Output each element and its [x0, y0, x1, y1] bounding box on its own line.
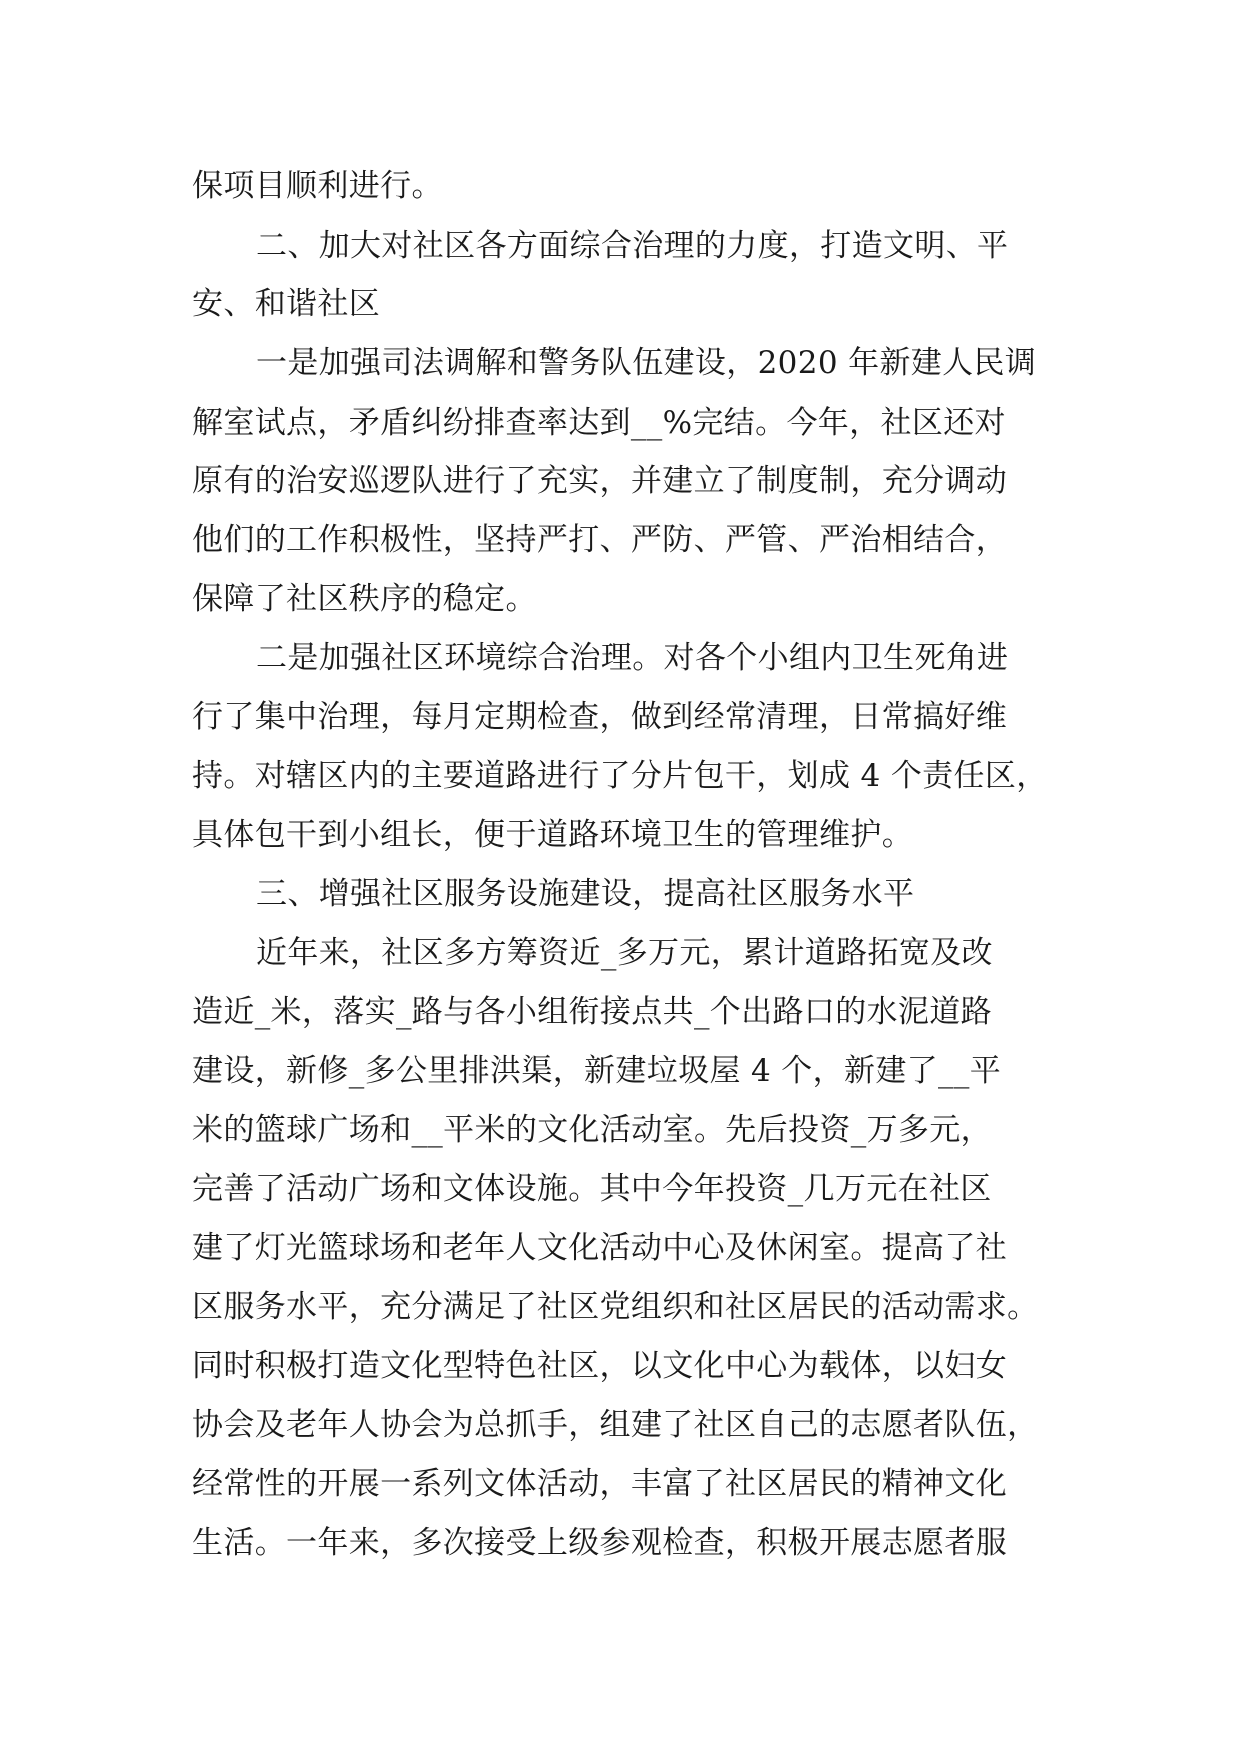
paragraph-line: 区服务水平，充分满足了社区党组织和社区居民的活动需求。: [192, 1289, 1039, 1325]
section-heading-2: 二、加大对社区各方面综合治理的力度，打造文明、平: [256, 228, 1009, 264]
paragraph-line: 保障了社区秩序的稳定。: [192, 581, 537, 617]
paragraph-line: 建设，新修_多公里排洪渠，新建垃圾屋 4 个，新建了__平: [192, 1053, 1002, 1089]
paragraph-line: 行了集中治理，每月定期检查，做到经常清理，日常搞好维: [192, 699, 1008, 735]
paragraph-line: 他们的工作积极性，坚持严打、严防、严管、严治相结合，: [192, 522, 1008, 558]
paragraph-line: 二是加强社区环境综合治理。对各个小组内卫生死角进: [256, 640, 1009, 676]
paragraph-line: 完善了活动广场和文体设施。其中今年投资_几万元在社区: [192, 1171, 992, 1207]
paragraph-line: 经常性的开展一系列文体活动，丰富了社区居民的精神文化: [192, 1466, 1008, 1502]
paragraph-line: 一是加强司法调解和警务队伍建设，2020 年新建人民调: [256, 345, 1037, 381]
paragraph-line: 造近_米，落实_路与各小组衔接点共_个出路口的水泥道路: [192, 994, 992, 1030]
paragraph-line: 建了灯光篮球场和老年人文化活动中心及休闲室。提高了社: [192, 1230, 1008, 1266]
paragraph-line: 米的篮球广场和__平米的文化活动室。先后投资_万多元，: [192, 1112, 992, 1148]
section-heading-2-cont: 安、和谐社区: [192, 286, 381, 322]
paragraph-line: 解室试点，矛盾纠纷排查率达到__%完结。今年，社区还对: [192, 405, 1006, 441]
paragraph-line: 具体包干到小组长，便于道路环境卫生的管理维护。: [192, 817, 914, 853]
paragraph-line: 生活。一年来，多次接受上级参观检查，积极开展志愿者服: [192, 1525, 1008, 1561]
paragraph-line: 同时积极打造文化型特色社区，以文化中心为载体，以妇女: [192, 1348, 1008, 1384]
paragraph-line: 持。对辖区内的主要道路进行了分片包干，划成 4 个责任区，: [192, 758, 1048, 794]
text-line-1: 保项目顺利进行。: [192, 168, 443, 204]
paragraph-line: 近年来，社区多方筹资近_多万元，累计道路拓宽及改: [256, 935, 993, 971]
section-heading-3: 三、增强社区服务设施建设，提高社区服务水平: [256, 876, 915, 912]
paragraph-line: 原有的治安巡逻队进行了充实，并建立了制度制，充分调动: [192, 463, 1008, 499]
paragraph-line: 协会及老年人协会为总抓手，组建了社区自己的志愿者队伍，: [192, 1407, 1039, 1443]
